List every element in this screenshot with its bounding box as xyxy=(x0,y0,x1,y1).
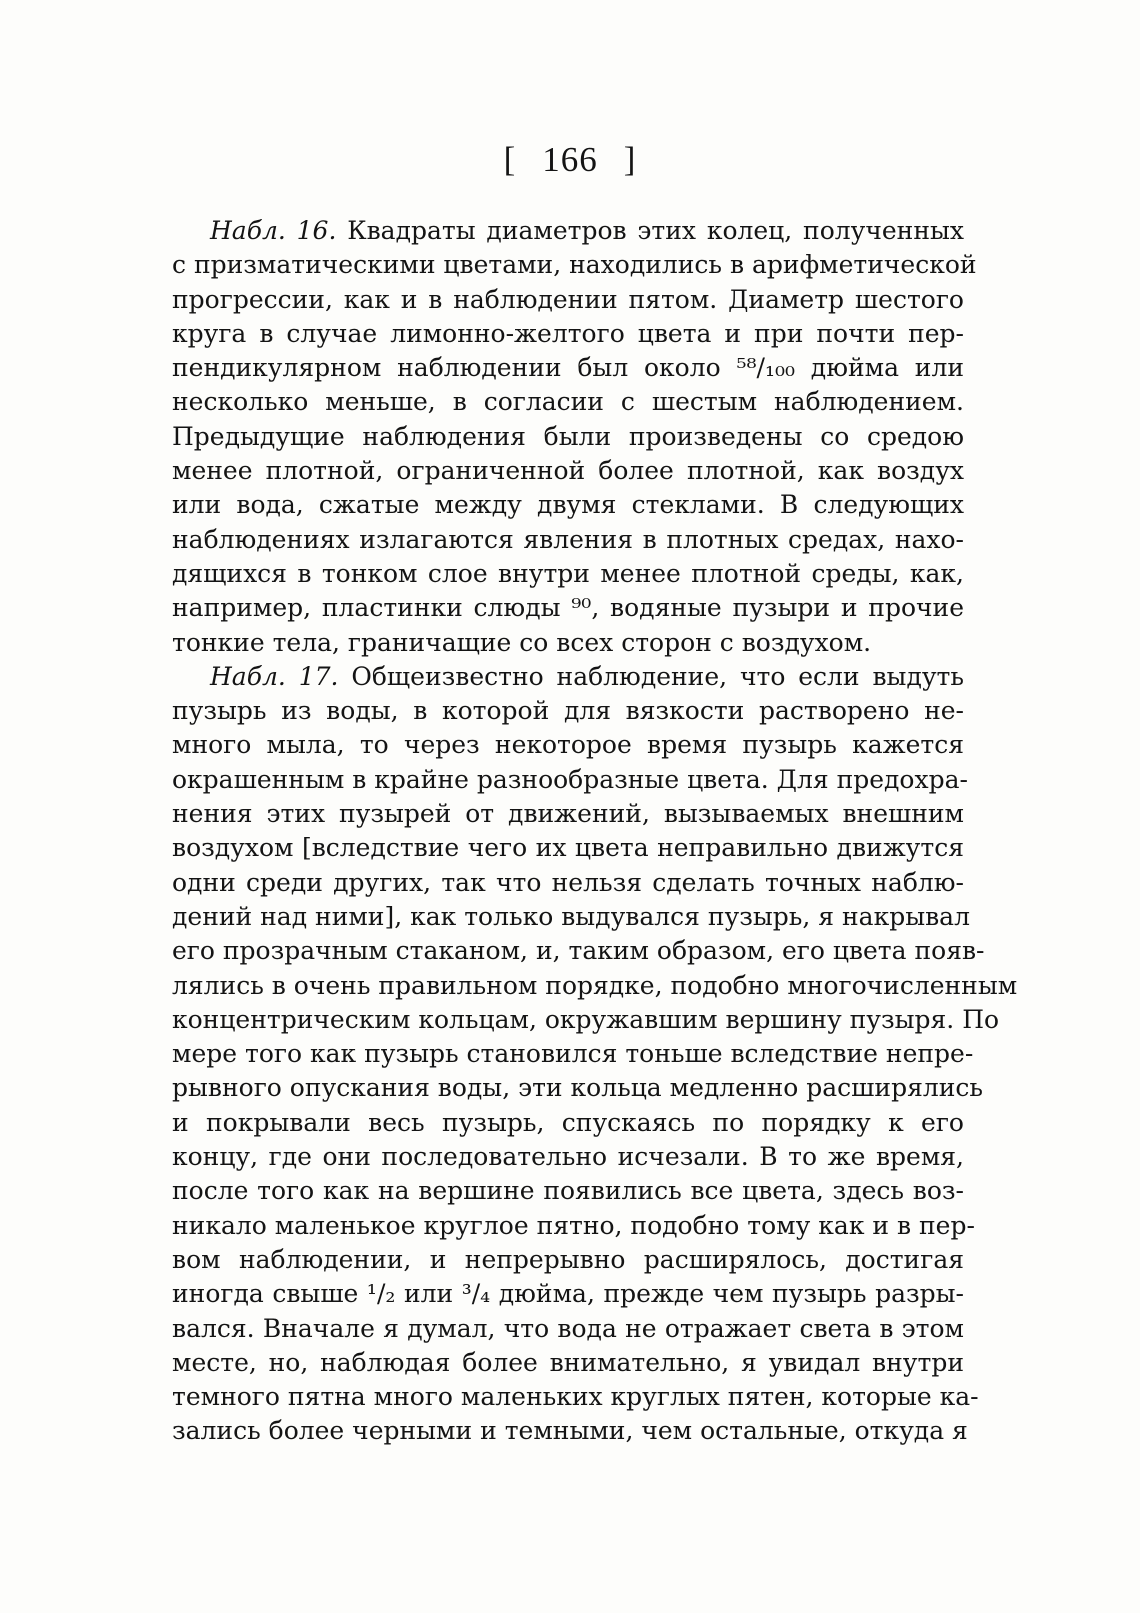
text-line: несколько меньше, в согласии с шестым наблюдением. xyxy=(172,387,964,417)
observation-label: Набл. 17. xyxy=(210,661,339,691)
text-line: дений над ними], как только выдувался пузырь, я накрывал xyxy=(172,901,970,931)
text-line-content: Общеизвестно наблюдение, что если выдуть xyxy=(351,661,964,691)
text-line: пендикулярном наблюдении был около ⁵⁸/₁₀₀ дюйма или xyxy=(172,353,964,383)
page-number-value: 166 xyxy=(542,140,598,179)
text-line: много мыла, то через некоторое время пузырь кажется xyxy=(172,730,964,760)
text-line: концентрическим кольцам, окружавшим вершину пузыря. По xyxy=(172,1004,1000,1034)
text-line-content: Квадраты диаметров этих колец, полученных xyxy=(347,216,964,245)
observation-label: Набл. 16. xyxy=(210,216,337,245)
text-line: прогрессии, как и в наблюдении пятом. Диаметр шестого xyxy=(172,284,964,314)
page-number xyxy=(0,142,1140,177)
text-line: и покрывали весь пузырь, спускаясь по порядку к его xyxy=(172,1107,964,1137)
text-line: вался. Вначале я думал, что вода не отражает света в этом xyxy=(172,1313,964,1343)
text-line: месте, но, наблюдая более внимательно, я увидал внутри xyxy=(172,1347,964,1377)
text-line: иногда свыше ¹/₂ или ³/₄ дюйма, прежде чем пузырь разры- xyxy=(172,1279,964,1309)
text-line: мере того как пузырь становился тоньше вследствие непре- xyxy=(172,1039,974,1069)
text-line: наблюдениях излагаются явления в плотных средах, нахо- xyxy=(172,524,964,554)
text-line: Предыдущие наблюдения были произведены со средою xyxy=(172,421,964,451)
text-line: с призматическими цветами, находились в арифметической xyxy=(172,250,977,280)
body-text xyxy=(172,214,1018,1449)
text-line: окрашенным в крайне разнообразные цвета. Для предохра- xyxy=(172,764,968,794)
text-line: лялись в очень правильном порядке, подобно многочисленным xyxy=(172,970,1018,1000)
text-line: воздухом [вследствие чего их цвета неправильно движутся xyxy=(172,833,964,863)
page-number-bracket-open: [ xyxy=(503,140,517,179)
text-line: зались более черными и темными, чем остальные, откуда я xyxy=(172,1416,968,1446)
text-line: его прозрачным стаканом, и, таким образом, его цвета появ- xyxy=(172,936,985,966)
text-line: например, пластинки слюды ⁹⁰, водяные пузыри и прочие xyxy=(172,593,964,623)
text-line xyxy=(172,214,964,248)
page-number-bracket-close: ] xyxy=(623,140,637,179)
text-line: тонкие тела, граничащие со всех сторон с воздухом. xyxy=(172,627,872,657)
text-line: после того как на вершине появились все цвета, здесь воз- xyxy=(172,1176,964,1206)
text-line: пузырь из воды, в которой для вязкости растворено не- xyxy=(172,696,964,726)
text-line: никало маленькое круглое пятно, подобно тому как и в пер- xyxy=(172,1210,975,1240)
text-line: круга в случае лимонно-желтого цвета и при почти пер- xyxy=(172,318,964,348)
text-line: рывного опускания воды, эти кольца медленно расширялись xyxy=(172,1073,984,1103)
text-line: темного пятна много маленьких круглых пятен, которые ка- xyxy=(172,1382,979,1412)
text-line: дящихся в тонком слое внутри менее плотной среды, как, xyxy=(172,558,964,588)
text-line: вом наблюдении, и непрерывно расширялось, достигая xyxy=(172,1244,964,1274)
text-line: одни среди других, так что нельзя сделать точных наблю- xyxy=(172,867,964,897)
text-line: менее плотной, ограниченной более плотной, как воздух xyxy=(172,456,964,486)
text-line: нения этих пузырей от движений, вызываемых внешним xyxy=(172,799,964,829)
text-line: концу, где они последовательно исчезали. В то же время, xyxy=(172,1142,964,1172)
text-line xyxy=(172,660,964,694)
text-line: или вода, сжатые между двумя стеклами. В следующих xyxy=(172,490,964,520)
